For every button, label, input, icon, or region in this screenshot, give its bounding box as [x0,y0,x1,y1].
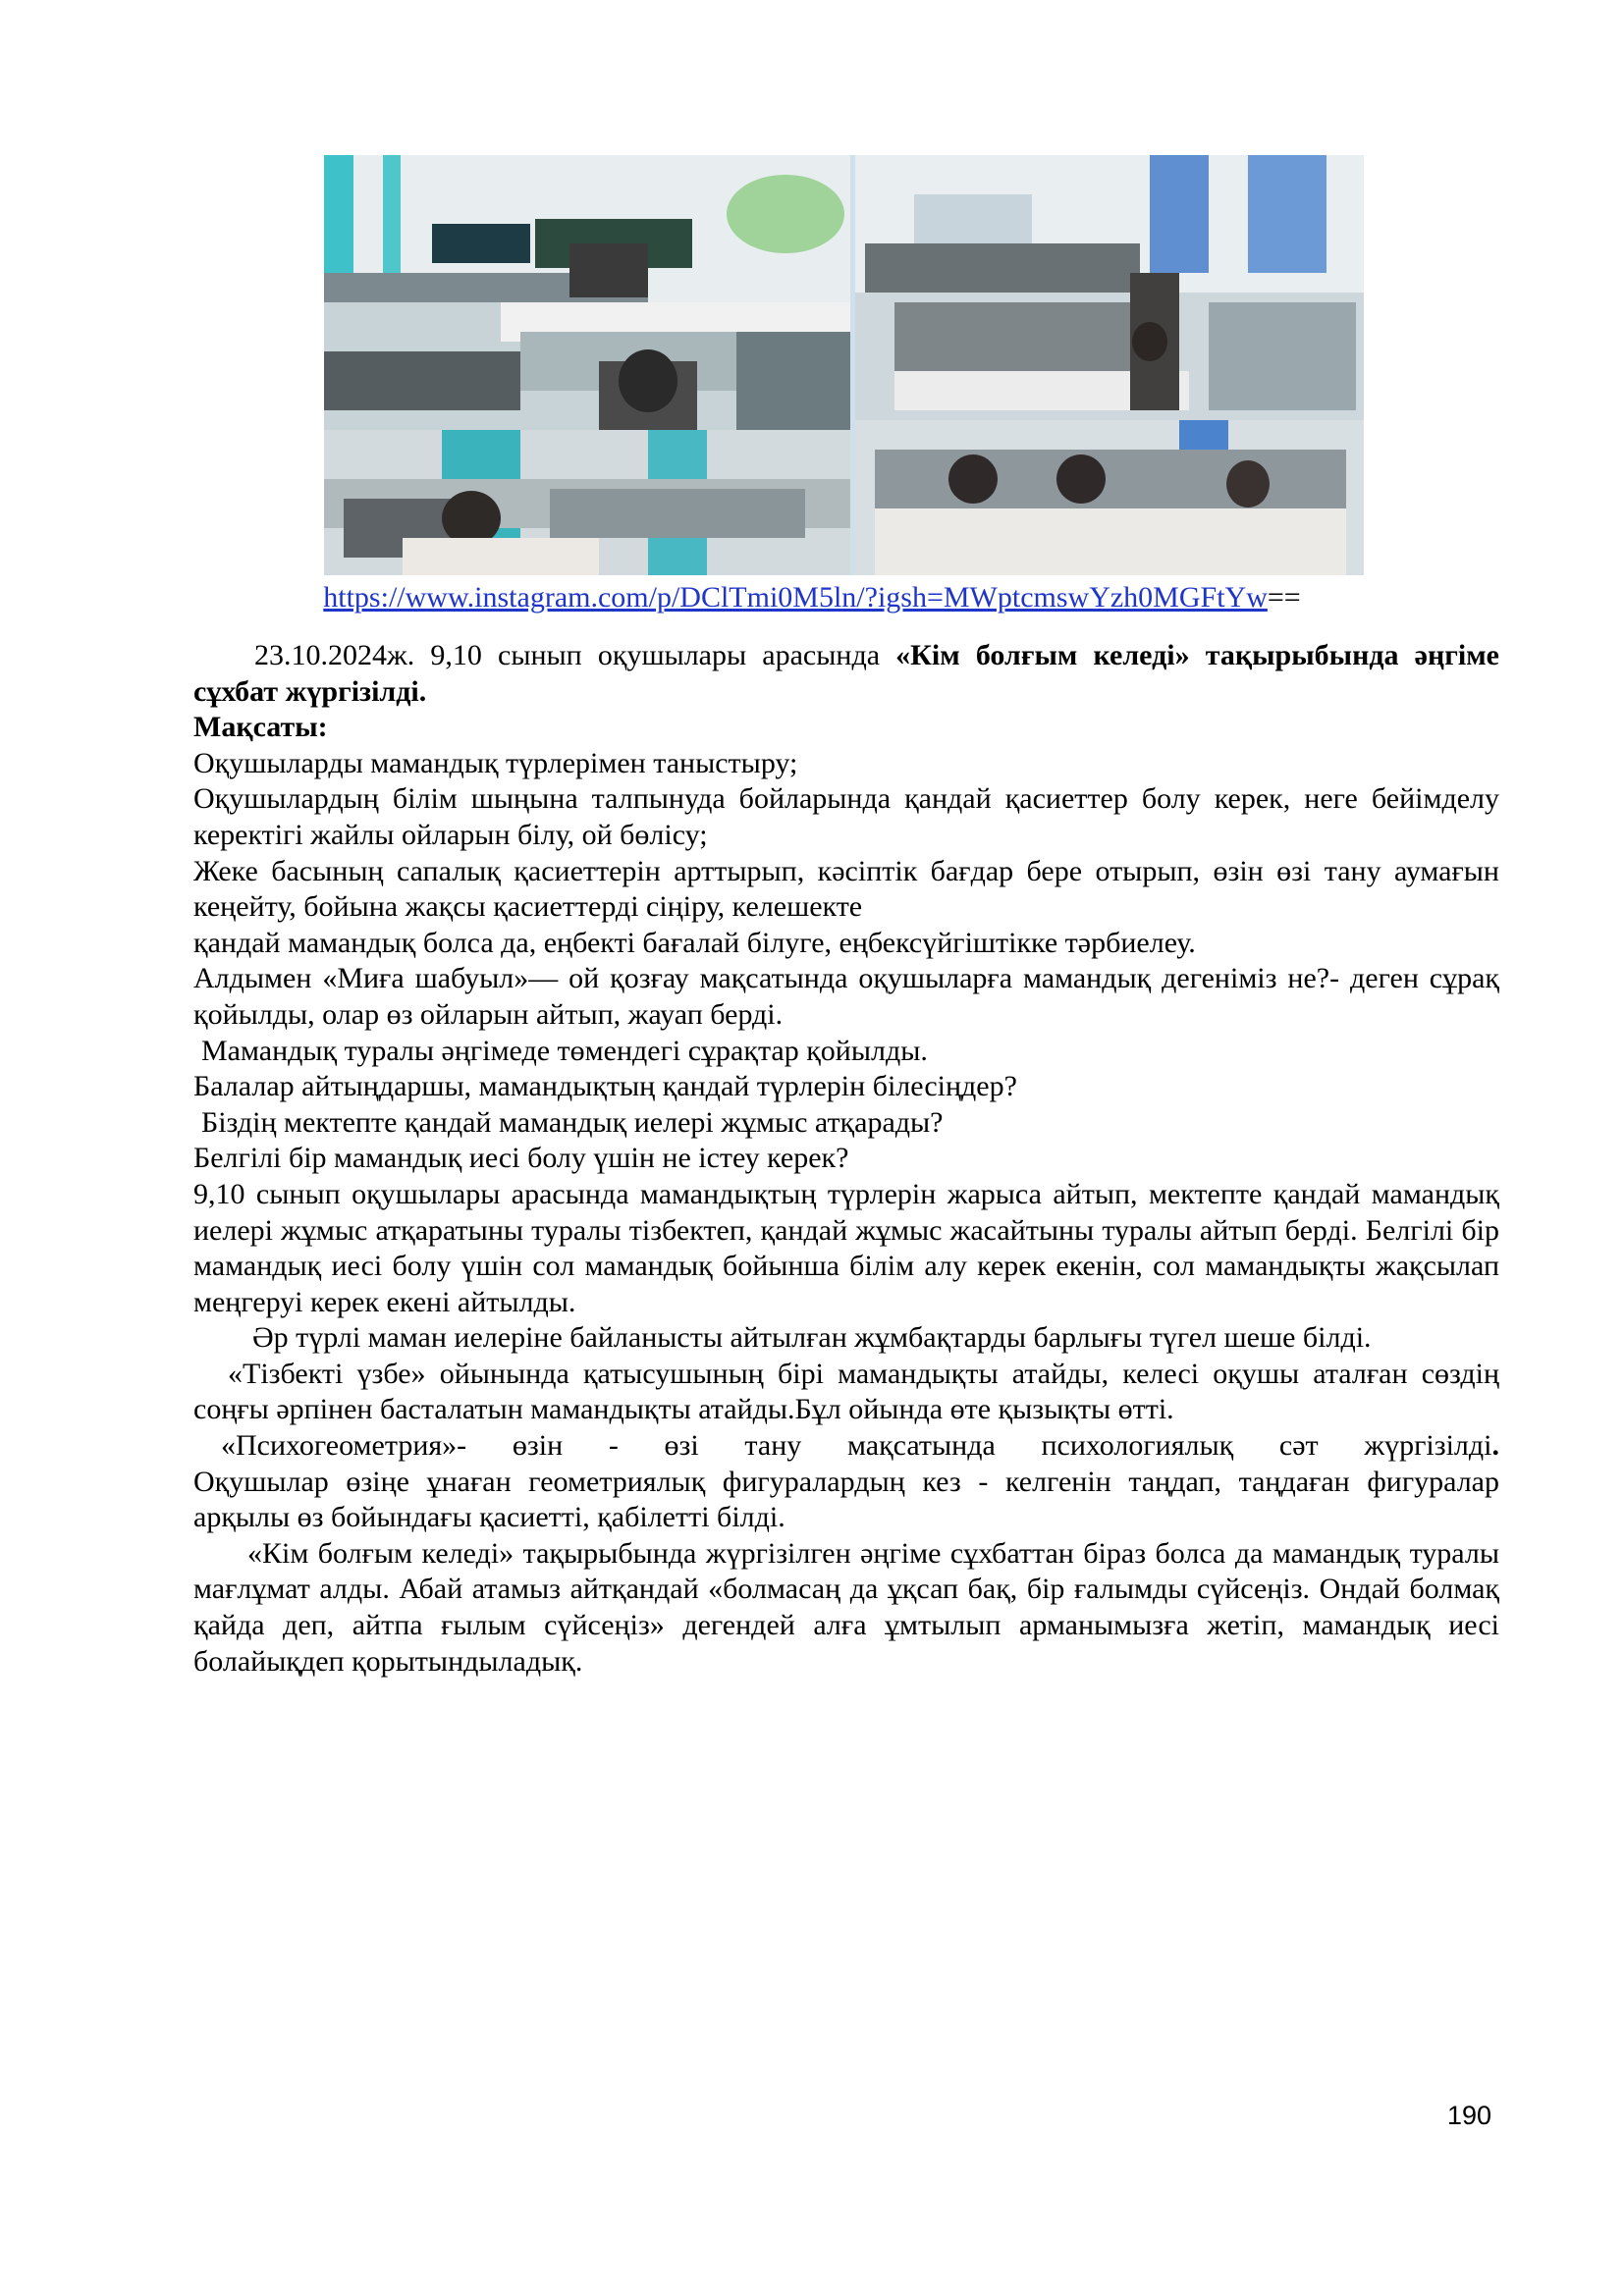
instagram-link-line [0,579,1624,616]
paragraph: қандай мамандық болса да, еңбекті бағалай білуге, еңбексүйгіштікке тәрбиелеу. [193,926,1196,959]
link-suffix: == [1267,581,1301,614]
psycho-text: «Психогеометрия»- өзін - өзі тану мақсатында психологиялық сәт жүргізілді [221,1429,1492,1463]
goal-heading-line [193,710,1499,746]
conclusion-paragraph: «Кім болғым келеді» тақырыбында жүргізілген әңгіме сұхбаттан біраз болса да мамандық туралы мағлұмат алды. Абай атамыз айтқандай «болмасаң да ұқсап бақ, бір ғалымды сүйсеңіз. Ондай болмақ қайда деп, айтпа ғылым сүйсеңіз» дегендей алға ұмтылып арманымызға жетіп, мамандық иесі болайықдеп қорытындыладық. [193,1536,1499,1678]
classroom-photo-right [855,155,1364,575]
paragraph: Жеке басының сапалық қасиеттерін арттырып, кәсіптік бағдар бере отырып, өзін өзі тану аумағын кеңейту, бойына жақсы қасиеттерді сіңіру, келешекте [193,854,1499,924]
paragraph: Оқушылардың білім шыңына талпынуда бойларында қандай қасиеттер болу керек, неге бейімделу керектігі жайлы ойларын білу, ой бөлісу; [193,782,1499,851]
instagram-link[interactable]: https://www.instagram.com/p/DClTmi0M5ln/?igsh=MWptcmswYzh0MGFtYw [323,581,1268,614]
goal-heading: Мақсаты: [193,711,328,744]
paragraph: Оқушылар өзіңе ұнаған геометриялық фигуралардың кез - келгенін таңдап, таңдаған фигуралар арқылы өз бойындағы қасиетті, қабілетті білді. [193,1465,1499,1534]
article-body [193,638,1499,1680]
paragraph: «Тізбекті үзбе» ойынында қатысушының бірі мамандықты атайды, келесі оқушы аталған сөздің соңғы әрпінен басталатын мамандықты атайды.Бұл ойында өте қызықты өтті. [193,1357,1499,1426]
psycho-paragraph [193,1428,1499,1465]
paragraph: Оқушыларды мамандық түрлерімен таныстыру; [193,746,798,779]
paragraph: 9,10 сынып оқушылары арасында мамандықтың түрлерін жарыса айтып, мектепте қандай мамандық иелері жұмыс атқаратыны туралы тізбектеп, қандай жұмыс жасайтыны туралы айтып берді. Белгілі бір мамандық иесі болу үшін сол мамандық бойынша білім алу керек екенін, сол мамандықты жақсылап меңгеруі керек екені айтылды. [193,1177,1499,1318]
psycho-period: . [1491,1429,1499,1463]
question-item: Балалар айтыңдаршы, мамандықтың қандай түрлерін білесіңдер? [193,1070,1017,1103]
classroom-photo-left [324,155,850,575]
intro-bold-title: «Кім болғым келеді» тақырыбында әңгіме сұхбат жүргізілді. [193,639,1499,708]
page-number: 190 [1446,2101,1491,2130]
question-item: Біздің мектепте қандай мамандық иелері жұмыс атқарады? [201,1105,944,1139]
photo-collage [324,155,1364,575]
paragraph: Мамандық туралы әңгімеде төмендегі сұрақтар қойылды. [201,1034,928,1067]
intro-paragraph [193,638,1499,710]
paragraph: Әр түрлі маман иелеріне байланысты айтылған жұмбақтарды барлығы түгел шеше білді. [252,1321,1372,1355]
question-item: Белгілі бір мамандық иесі болу үшін не істеу керек? [193,1142,849,1175]
paragraph: Алдымен «Миға шабуыл»— ой қозғау мақсатында оқушыларға мамандық дегеніміз не?- деген сұрақ қойылды, олар өз ойларын айтып, жауап берді. [193,962,1499,1031]
intro-text: 23.10.2024ж. 9,10 сынып оқушылары арасында [254,639,896,671]
